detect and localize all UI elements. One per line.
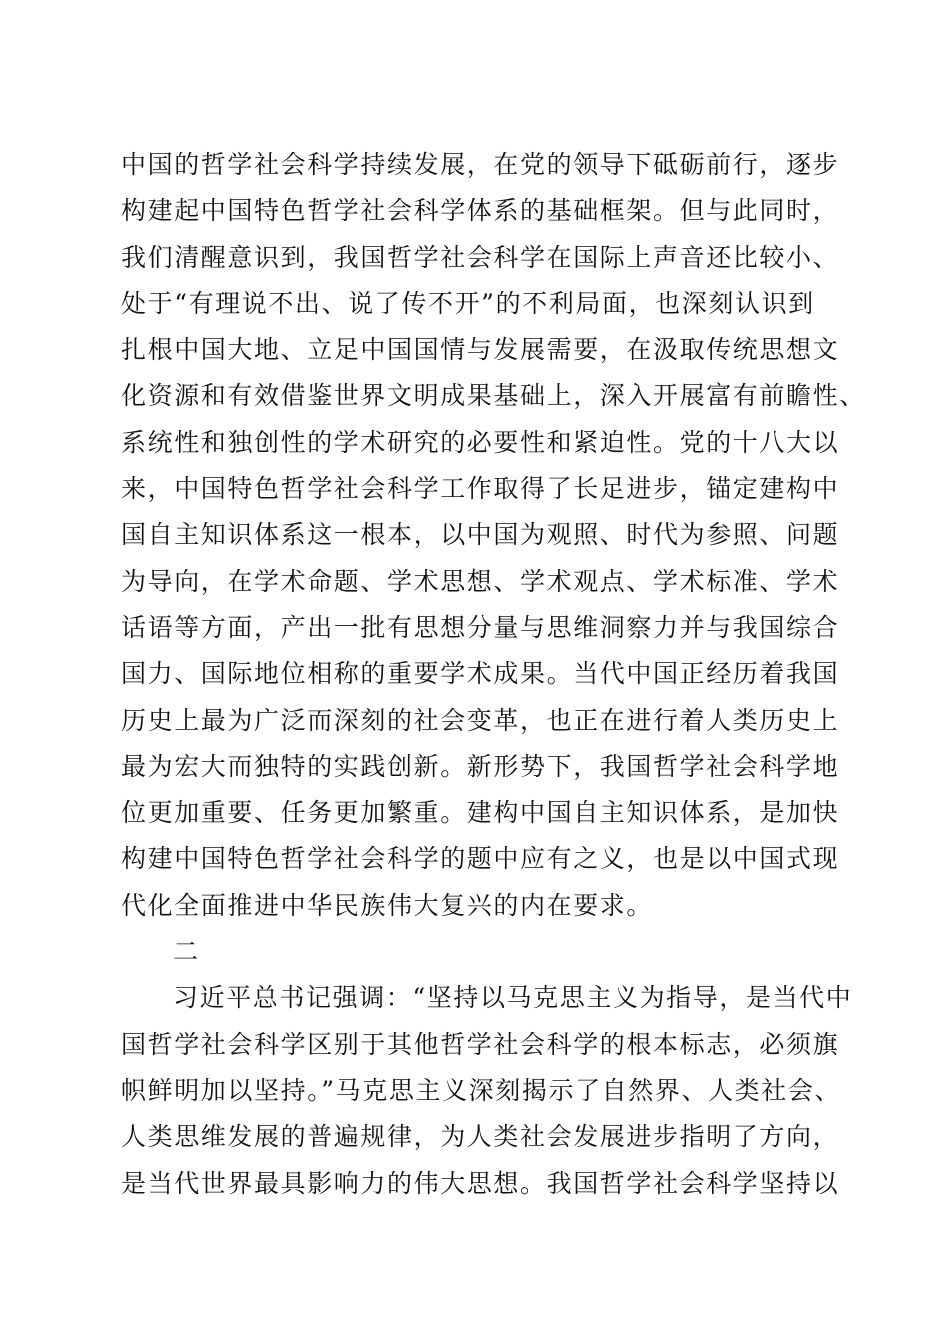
text-line: 国哲学社会科学区别于其他哲学社会科学的根本标志，必须旗 <box>121 1029 840 1059</box>
text-line: 化资源和有效借鉴世界文明成果基础上，深入开展富有前瞻性、 <box>121 381 866 411</box>
text-line: 历史上最为广泛而深刻的社会变革，也正在进行着人类历史上 <box>121 705 840 735</box>
text-line: 最为宏大而独特的实践创新。新形势下，我国哲学社会科学地 <box>121 751 840 781</box>
text-line: 为导向，在学术命题、学术思想、学术观点、学术标准、学术 <box>121 566 840 596</box>
text-line: 构建起中国特色哲学社会科学体系的基础框架。但与此同时， <box>121 196 840 226</box>
text-line: 位更加重要、任务更加繁重。建构中国自主知识体系，是加快 <box>121 798 840 828</box>
text-line: 国自主知识体系这一根本，以中国为观照、时代为参照、问题 <box>121 520 840 550</box>
text-line: 来，中国特色哲学社会科学工作取得了长足进步，锚定建构中 <box>121 474 840 504</box>
text-line: 系统性和独创性的学术研究的必要性和紧迫性。党的十八大以 <box>121 427 840 457</box>
text-line: 代化全面推进中华民族伟大复兴的内在要求。 <box>121 890 654 920</box>
text-line: 中国的哲学社会科学持续发展，在党的领导下砥砺前行，逐步 <box>121 150 840 179</box>
section-number: 二 <box>173 937 200 967</box>
text-line: 是当代世界最具影响力的伟大思想。我国哲学社会科学坚持以 <box>121 1168 840 1198</box>
text-line: 人类思维发展的普遍规律，为人类社会发展进步指明了方向， <box>121 1122 840 1152</box>
text-line: 扎根中国大地、立足中国国情与发展需要，在汲取传统思想文 <box>121 335 840 365</box>
text-line: 习近平总书记强调：“坚持以马克思主义为指导，是当代中 <box>173 983 853 1013</box>
text-line: 国力、国际地位相称的重要学术成果。当代中国正经历着我国 <box>121 659 840 689</box>
body-text <box>121 142 866 1207</box>
text-line: 构建中国特色哲学社会科学的题中应有之义，也是以中国式现 <box>121 844 840 874</box>
text-line: 话语等方面，产出一批有思想分量与思维洞察力并与我国综合 <box>121 612 840 642</box>
text-line: 处于“有理说不出、说了传不开”的不利局面，也深刻认识到 <box>121 288 815 318</box>
text-line: 帜鲜明加以坚持。”马克思主义深刻揭示了自然界、人类社会、 <box>121 1075 842 1105</box>
text-line: 我们清醒意识到，我国哲学社会科学在国际上声音还比较小、 <box>121 242 840 272</box>
